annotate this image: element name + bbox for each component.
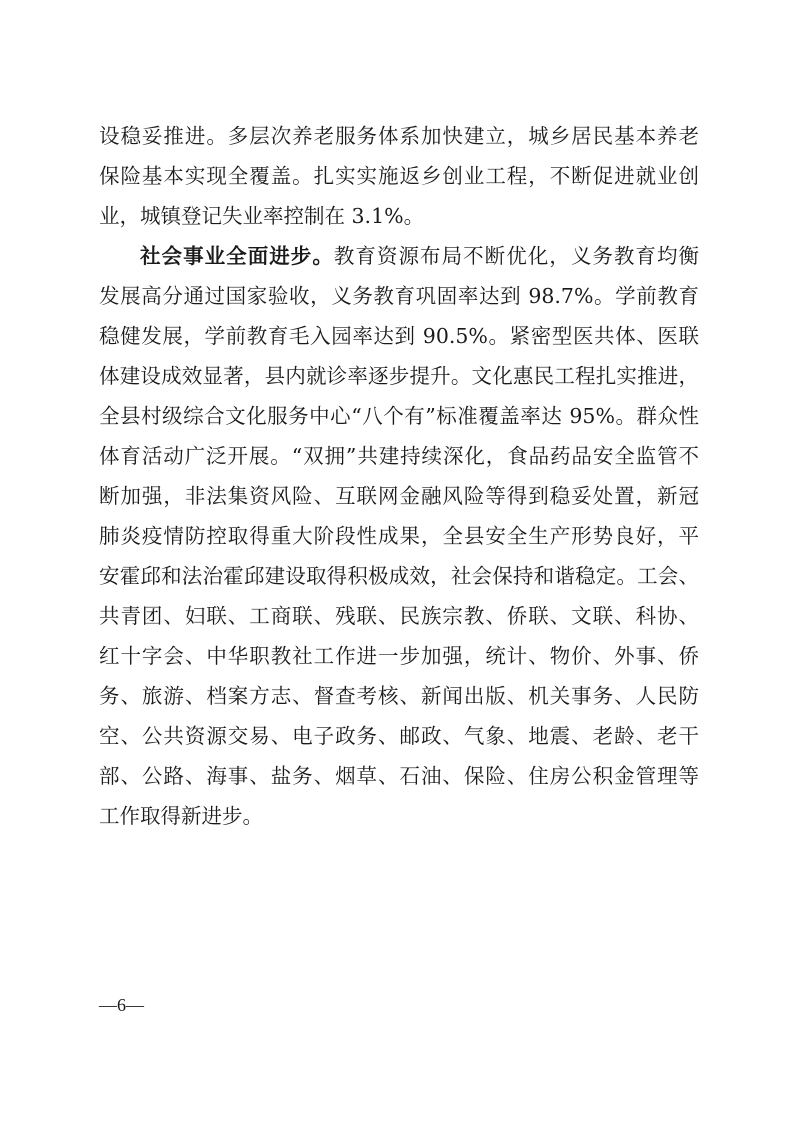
- paragraph-2-line: 肺炎疫情防控取得重大阶段性成果，全县安全生产形势良好，平: [99, 524, 699, 548]
- paragraph-2-line: 全县村级综合文化服务中心“八个有”标准覆盖率达 95%。群众性: [99, 404, 699, 428]
- paragraph-2-line: 共青团、妇联、工商联、残联、民族宗教、侨联、文联、科协、: [99, 604, 699, 628]
- paragraph-2-line: 体育活动广泛开展。“双拥”共建持续深化，食品药品安全监管不: [99, 444, 699, 468]
- paragraph-1-line: 保险基本实现全覆盖。扎实实施返乡创业工程，不断促进就业创: [99, 164, 699, 188]
- paragraph-1-line: 业，城镇登记失业率控制在 3.1%。: [99, 204, 425, 228]
- paragraph-2-line: 断加强，非法集资风险、互联网金融风险等得到稳妥处置，新冠: [99, 484, 699, 508]
- paragraph-2-line: 空、公共资源交易、电子政务、邮政、气象、地震、老龄、老干: [99, 724, 699, 748]
- paragraph-2-line: 安霍邱和法治霍邱建设取得积极成效，社会保持和谐稳定。工会、: [99, 564, 699, 588]
- paragraph-2-text: 教育资源布局不断优化，义务教育均衡: [333, 244, 700, 268]
- paragraph-1-line: 设稳妥推进。多层次养老服务体系加快建立，城乡居民基本养老: [99, 124, 699, 148]
- paragraph-2-line: 务、旅游、档案方志、督查考核、新闻出版、机关事务、人民防: [99, 684, 699, 708]
- section-heading: 社会事业全面进步。: [140, 244, 334, 268]
- paragraph-2-line: 发展高分通过国家验收，义务教育巩固率达到 98.7%。学前教育: [99, 284, 699, 308]
- paragraph-2-line: 工作取得新进步。: [99, 804, 263, 828]
- paragraph-2-line: 体建设成效显著，县内就诊率逐步提升。文化惠民工程扎实推进，: [99, 364, 699, 388]
- page-number: —6—: [99, 995, 144, 1015]
- paragraph-2-line: 部、公路、海事、盐务、烟草、石油、保险、住房公积金管理等: [99, 764, 699, 788]
- paragraph-2-line: 红十字会、中华职教社工作进一步加强，统计、物价、外事、侨: [99, 644, 699, 668]
- paragraph-2-line: 稳健发展，学前教育毛入园率达到 90.5%。紧密型医共体、医联: [99, 324, 699, 348]
- paragraph-2-first-line: [140, 236, 699, 276]
